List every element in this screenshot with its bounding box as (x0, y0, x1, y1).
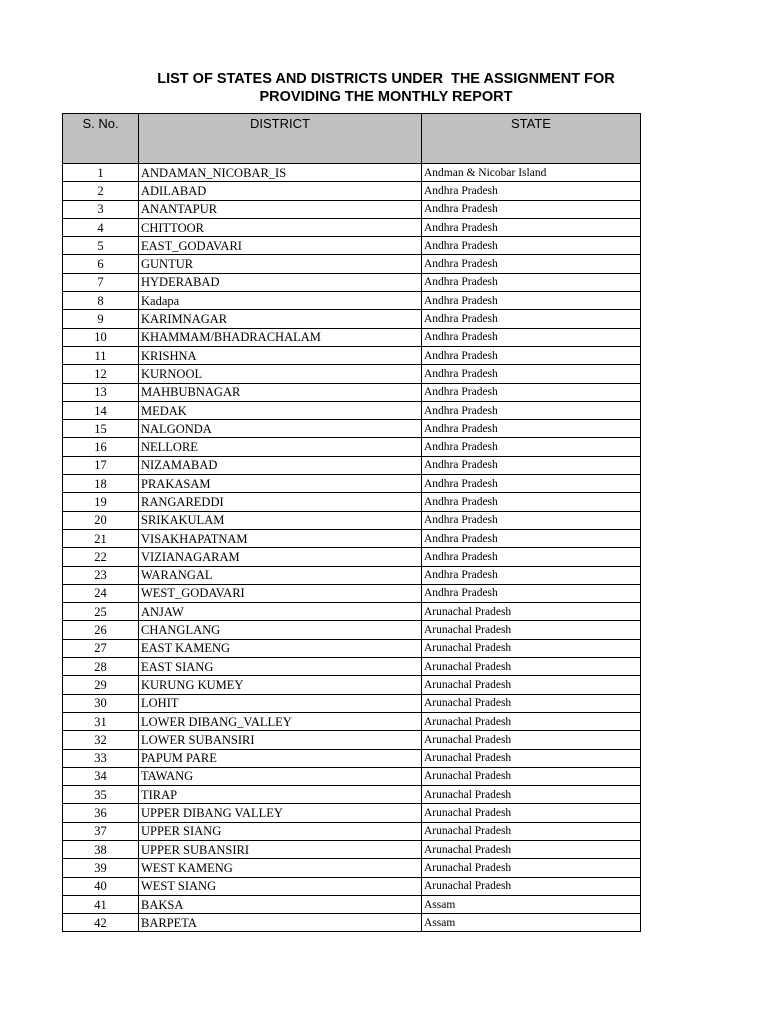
table-row (63, 383, 641, 401)
table-row (63, 420, 641, 438)
cell-state: Arunachal Pradesh (422, 621, 641, 639)
cell-district: Kadapa (139, 292, 422, 310)
cell-sno: 42 (63, 914, 139, 932)
table-row (63, 914, 641, 932)
cell-sno: 4 (63, 218, 139, 236)
cell-state: Andhra Pradesh (422, 438, 641, 456)
cell-sno: 19 (63, 493, 139, 511)
cell-sno: 27 (63, 639, 139, 657)
table-row (63, 438, 641, 456)
cell-district: BARPETA (139, 914, 422, 932)
cell-sno: 28 (63, 658, 139, 676)
table-row (63, 237, 641, 255)
cell-district: MAHBUBNAGAR (139, 383, 422, 401)
cell-state: Andhra Pradesh (422, 584, 641, 602)
cell-sno: 41 (63, 895, 139, 913)
cell-sno: 21 (63, 529, 139, 547)
table-row (63, 493, 641, 511)
cell-sno: 36 (63, 804, 139, 822)
cell-state: Arunachal Pradesh (422, 712, 641, 730)
cell-district: HYDERABAD (139, 273, 422, 291)
cell-sno: 14 (63, 401, 139, 419)
cell-district: LOWER DIBANG_VALLEY (139, 712, 422, 730)
cell-sno: 9 (63, 310, 139, 328)
table-row (63, 548, 641, 566)
cell-sno: 31 (63, 712, 139, 730)
cell-district: RANGAREDDI (139, 493, 422, 511)
cell-sno: 15 (63, 420, 139, 438)
cell-sno: 18 (63, 475, 139, 493)
cell-district: KURUNG KUMEY (139, 676, 422, 694)
cell-sno: 39 (63, 859, 139, 877)
cell-district: WARANGAL (139, 566, 422, 584)
table-row (63, 456, 641, 474)
cell-district: CHITTOOR (139, 218, 422, 236)
cell-sno: 6 (63, 255, 139, 273)
table-row (63, 529, 641, 547)
cell-district: KARIMNAGAR (139, 310, 422, 328)
cell-state: Andhra Pradesh (422, 255, 641, 273)
table-row (63, 218, 641, 236)
cell-district: ADILABAD (139, 182, 422, 200)
table-row (63, 639, 641, 657)
cell-sno: 25 (63, 603, 139, 621)
table-row (63, 346, 641, 364)
cell-sno: 16 (63, 438, 139, 456)
table-row (63, 164, 641, 182)
cell-state: Arunachal Pradesh (422, 639, 641, 657)
cell-state: Andhra Pradesh (422, 237, 641, 255)
cell-sno: 7 (63, 273, 139, 291)
cell-state: Andhra Pradesh (422, 328, 641, 346)
table-row (63, 310, 641, 328)
table-row (63, 475, 641, 493)
table-row (63, 365, 641, 383)
table-header-row (63, 114, 641, 164)
table-row (63, 676, 641, 694)
cell-district: GUNTUR (139, 255, 422, 273)
cell-sno: 23 (63, 566, 139, 584)
cell-district: EAST_GODAVARI (139, 237, 422, 255)
cell-state: Arunachal Pradesh (422, 840, 641, 858)
cell-district: PRAKASAM (139, 475, 422, 493)
header-sno: S. No. (63, 114, 139, 164)
cell-sno: 20 (63, 511, 139, 529)
cell-state: Andhra Pradesh (422, 292, 641, 310)
table-row (63, 767, 641, 785)
cell-state: Andhra Pradesh (422, 310, 641, 328)
table-row (63, 200, 641, 218)
cell-sno: 40 (63, 877, 139, 895)
table-row (63, 712, 641, 730)
cell-sno: 29 (63, 676, 139, 694)
table-row (63, 584, 641, 602)
cell-district: BAKSA (139, 895, 422, 913)
districts-table (62, 113, 641, 932)
cell-district: SRIKAKULAM (139, 511, 422, 529)
cell-state: Andhra Pradesh (422, 475, 641, 493)
cell-state: Arunachal Pradesh (422, 822, 641, 840)
cell-state: Andhra Pradesh (422, 420, 641, 438)
cell-district: PAPUM PARE (139, 749, 422, 767)
table-row (63, 603, 641, 621)
cell-state: Arunachal Pradesh (422, 658, 641, 676)
cell-district: VIZIANAGARAM (139, 548, 422, 566)
cell-district: TAWANG (139, 767, 422, 785)
cell-district: EAST SIANG (139, 658, 422, 676)
cell-state: Arunachal Pradesh (422, 877, 641, 895)
cell-district: UPPER DIBANG VALLEY (139, 804, 422, 822)
cell-state: Arunachal Pradesh (422, 859, 641, 877)
table-row (63, 292, 641, 310)
cell-state: Andhra Pradesh (422, 401, 641, 419)
cell-district: MEDAK (139, 401, 422, 419)
cell-district: LOHIT (139, 694, 422, 712)
cell-district: KHAMMAM/BHADRACHALAM (139, 328, 422, 346)
cell-state: Andman & Nicobar Island (422, 164, 641, 182)
cell-state: Arunachal Pradesh (422, 804, 641, 822)
cell-state: Arunachal Pradesh (422, 694, 641, 712)
cell-sno: 1 (63, 164, 139, 182)
table-row (63, 786, 641, 804)
cell-sno: 37 (63, 822, 139, 840)
cell-state: Andhra Pradesh (422, 566, 641, 584)
cell-district: VISAKHAPATNAM (139, 529, 422, 547)
cell-district: WEST SIANG (139, 877, 422, 895)
cell-state: Assam (422, 895, 641, 913)
cell-state: Arunachal Pradesh (422, 749, 641, 767)
table-row (63, 804, 641, 822)
cell-sno: 8 (63, 292, 139, 310)
table-row (63, 621, 641, 639)
title-line-1: LIST OF STATES AND DISTRICTS UNDER THE ASSIGNMENT FOR (157, 71, 615, 87)
cell-sno: 10 (63, 328, 139, 346)
cell-district: ANANTAPUR (139, 200, 422, 218)
cell-state: Andhra Pradesh (422, 548, 641, 566)
cell-sno: 17 (63, 456, 139, 474)
table-row (63, 273, 641, 291)
cell-district: UPPER SUBANSIRI (139, 840, 422, 858)
cell-sno: 12 (63, 365, 139, 383)
cell-sno: 2 (63, 182, 139, 200)
header-district: DISTRICT (139, 114, 422, 164)
cell-district: ANDAMAN_NICOBAR_IS (139, 164, 422, 182)
cell-state: Andhra Pradesh (422, 200, 641, 218)
cell-sno: 30 (63, 694, 139, 712)
cell-district: CHANGLANG (139, 621, 422, 639)
cell-state: Arunachal Pradesh (422, 603, 641, 621)
cell-state: Andhra Pradesh (422, 456, 641, 474)
cell-sno: 33 (63, 749, 139, 767)
cell-state: Arunachal Pradesh (422, 767, 641, 785)
cell-district: EAST KAMENG (139, 639, 422, 657)
cell-state: Andhra Pradesh (422, 346, 641, 364)
cell-sno: 38 (63, 840, 139, 858)
cell-state: Andhra Pradesh (422, 273, 641, 291)
cell-state: Andhra Pradesh (422, 182, 641, 200)
cell-state: Arunachal Pradesh (422, 731, 641, 749)
cell-state: Andhra Pradesh (422, 365, 641, 383)
cell-state: Andhra Pradesh (422, 511, 641, 529)
cell-sno: 3 (63, 200, 139, 218)
cell-district: ANJAW (139, 603, 422, 621)
cell-sno: 24 (63, 584, 139, 602)
cell-district: UPPER SIANG (139, 822, 422, 840)
table-row (63, 694, 641, 712)
cell-district: KRISHNA (139, 346, 422, 364)
cell-district: WEST KAMENG (139, 859, 422, 877)
cell-sno: 26 (63, 621, 139, 639)
cell-sno: 35 (63, 786, 139, 804)
table-row (63, 731, 641, 749)
cell-state: Arunachal Pradesh (422, 786, 641, 804)
cell-district: LOWER SUBANSIRI (139, 731, 422, 749)
cell-state: Andhra Pradesh (422, 493, 641, 511)
page-title (62, 70, 710, 106)
table-row (63, 859, 641, 877)
title-line-2: PROVIDING THE MONTHLY REPORT (259, 89, 513, 105)
header-state: STATE (422, 114, 641, 164)
cell-district: NALGONDA (139, 420, 422, 438)
table-row (63, 822, 641, 840)
cell-state: Andhra Pradesh (422, 383, 641, 401)
cell-sno: 22 (63, 548, 139, 566)
cell-district: WEST_GODAVARI (139, 584, 422, 602)
table-body (63, 164, 641, 932)
table-row (63, 840, 641, 858)
cell-sno: 34 (63, 767, 139, 785)
cell-district: KURNOOL (139, 365, 422, 383)
table-row (63, 877, 641, 895)
table-row (63, 401, 641, 419)
cell-sno: 32 (63, 731, 139, 749)
cell-state: Andhra Pradesh (422, 529, 641, 547)
table-row (63, 566, 641, 584)
table-row (63, 328, 641, 346)
cell-district: TIRAP (139, 786, 422, 804)
cell-state: Assam (422, 914, 641, 932)
table-row (63, 749, 641, 767)
cell-district: NIZAMABAD (139, 456, 422, 474)
cell-sno: 11 (63, 346, 139, 364)
cell-state: Andhra Pradesh (422, 218, 641, 236)
table-row (63, 255, 641, 273)
cell-state: Arunachal Pradesh (422, 676, 641, 694)
cell-sno: 5 (63, 237, 139, 255)
cell-sno: 13 (63, 383, 139, 401)
table-row (63, 895, 641, 913)
cell-district: NELLORE (139, 438, 422, 456)
table-row (63, 658, 641, 676)
table-row (63, 182, 641, 200)
table-row (63, 511, 641, 529)
